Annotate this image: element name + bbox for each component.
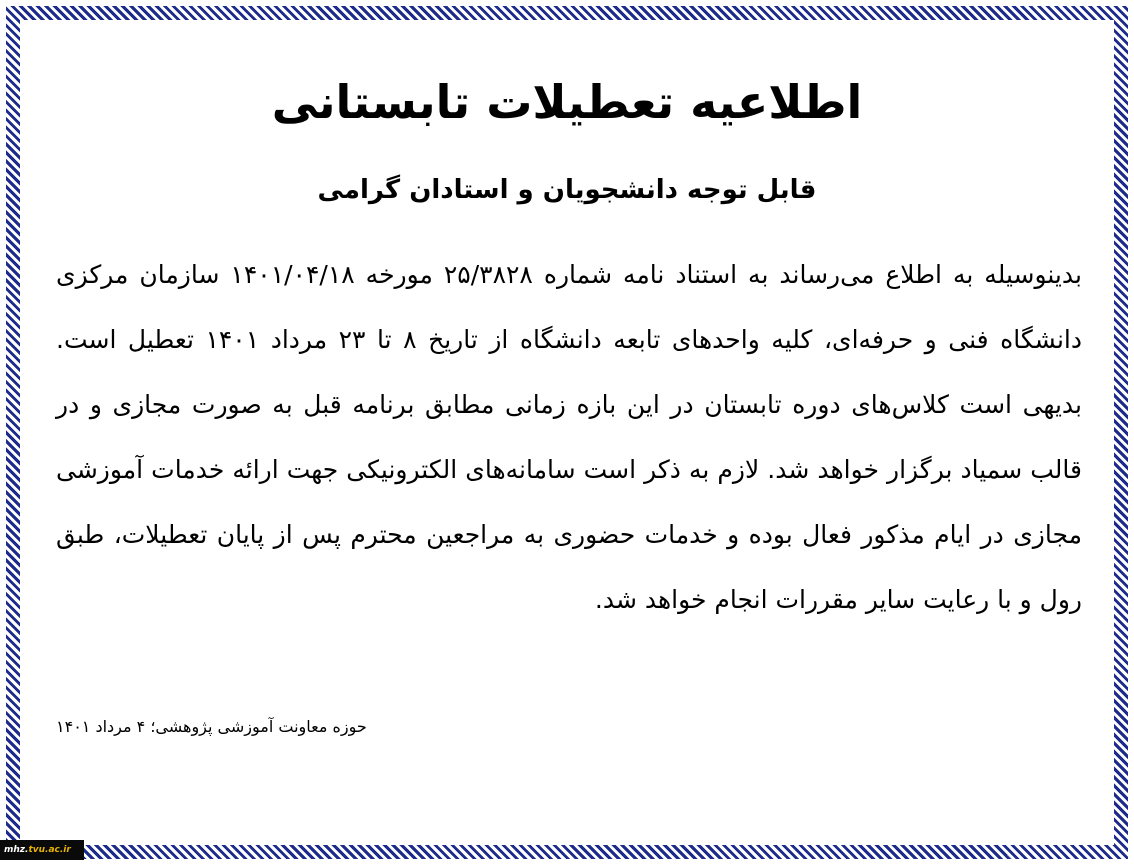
site-watermark-logo xyxy=(0,840,84,860)
watermark-prefix: mhz. xyxy=(4,845,29,855)
watermark-accent: tvu.ac.ir xyxy=(28,845,71,855)
announcement-subtitle: قابل توجه دانشجویان و استادان گرامی xyxy=(317,175,817,205)
announcement-footer: حوزه معاونت آموزشی پژوهشی؛ ۴ مرداد ۱۴۰۱ xyxy=(56,717,367,736)
announcement-title: اطلاعیه تعطیلات تابستانی xyxy=(271,75,863,129)
announcement-body: بدینوسیله به اطلاع می‌رساند به استناد نامه شماره ۲۵/۳۸۲۸ مورخه ۱۴۰۱/۰۴/۱۸ سازمان مرکزی دانشگاه فنی و حرفه‌ای، کلیه واحدهای تابعه دانشگاه از تاریخ ۸ تا ۲۳ مرداد ۱۴۰۱ تعطیل است. بدیهی است کلاس‌های دوره تابستان در این بازه زمانی مطابق برنامه قبل به صورت مجازی و در قالب سمیاد برگزار خواهد شد. لازم به ذکر است سامانه‌های الکترونیکی جهت ارائه خدمات آموزشی مجازی در ایام مذکور فعال بوده و خدمات حضوری به مراجعین محترم پس از پایان تعطیلات، طبق رول و با رعایت سایر مقررات انجام خواهد شد. xyxy=(56,260,1082,614)
